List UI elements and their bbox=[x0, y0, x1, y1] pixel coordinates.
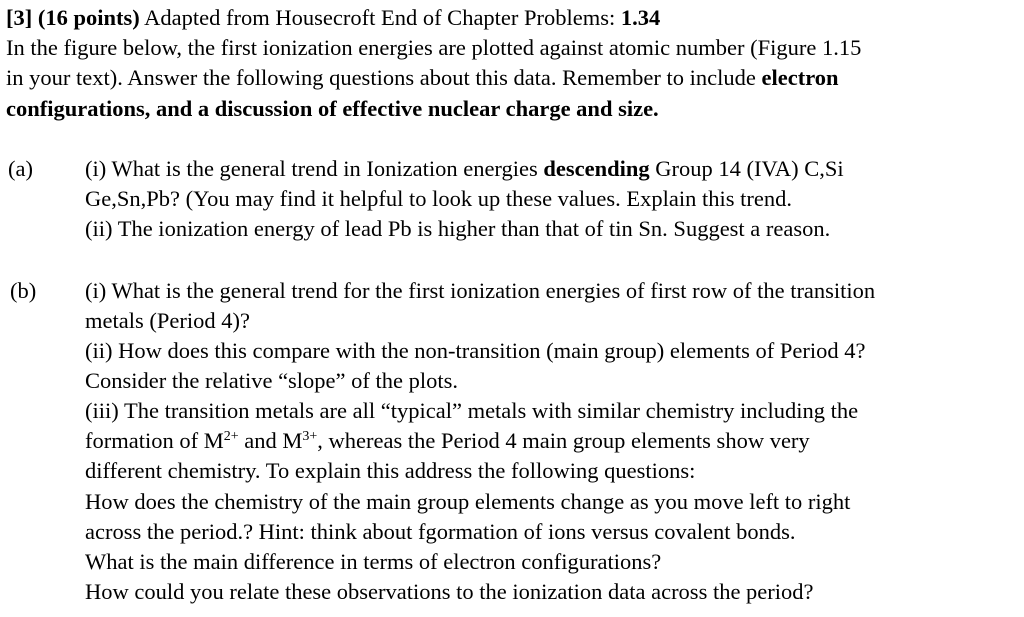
part-b-line-5: (iii) The transition metals are all “typical” metals with similar chemistry including the bbox=[85, 398, 859, 423]
question-source: Adapted from Housecroft End of Chapter Problems: bbox=[139, 5, 621, 30]
part-b-line-8: How does the chemistry of the main group elements change as you move left to right bbox=[85, 489, 851, 514]
part-b-line-1: (i) What is the general trend for the first ionization energies of first row of the transition bbox=[85, 278, 876, 303]
part-b-line-6-a: formation of M bbox=[85, 428, 224, 453]
part-a-label: (a) bbox=[8, 156, 33, 181]
part-b-line-7: different chemistry. To explain this address the following questions: bbox=[85, 458, 696, 483]
problem-number: 1.34 bbox=[620, 5, 661, 30]
charge-2plus: 2+ bbox=[223, 429, 239, 444]
part-b-line-4: Consider the relative “slope” of the plots. bbox=[85, 368, 459, 393]
part-a-line-1-post: Group 14 (IVA) C,Si bbox=[649, 156, 844, 181]
intro-line-2-text: in your text). Answer the following questions about this data. Remember to include bbox=[6, 65, 762, 90]
question-number: [3] bbox=[6, 5, 33, 30]
part-b-line-6-b: and M bbox=[238, 428, 303, 453]
intro-line-2-bold: electron bbox=[761, 65, 839, 90]
part-a-line-1-pre: (i) What is the general trend in Ionization energies bbox=[85, 156, 544, 181]
part-b-line-9: across the period.? Hint: think about fgormation of ions versus covalent bonds. bbox=[85, 519, 796, 544]
part-a-line-3: (ii) The ionization energy of lead Pb is higher than that of tin Sn. Suggest a reason. bbox=[85, 216, 831, 241]
part-b-line-11: How could you relate these observations to the ionization data across the period? bbox=[85, 579, 814, 604]
part-b-line-6-c: , whereas the Period 4 main group elements show very bbox=[317, 428, 810, 453]
part-b-line-10: What is the main difference in terms of electron configurations? bbox=[85, 549, 662, 574]
part-a-line-1-bold: descending bbox=[543, 156, 650, 181]
part-b-line-3: (ii) How does this compare with the non-transition (main group) elements of Period 4? bbox=[85, 338, 866, 363]
part-b-line-2: metals (Period 4)? bbox=[85, 308, 250, 333]
part-b-label: (b) bbox=[10, 278, 37, 303]
intro-line-2 bbox=[6, 63, 839, 93]
intro-line-1: In the figure below, the first ionization energies are plotted against atomic number (Figure 1.15 bbox=[6, 35, 862, 60]
intro-line-3: configurations, and a discussion of effective nuclear charge and size. bbox=[6, 96, 659, 121]
charge-3plus: 3+ bbox=[302, 429, 318, 444]
part-b-line-6 bbox=[85, 426, 810, 456]
question-header bbox=[6, 3, 660, 33]
part-a-line-2: Ge,Sn,Pb? (You may find it helpful to look up these values. Explain this trend. bbox=[85, 186, 793, 211]
question-points: (16 points) bbox=[37, 5, 140, 30]
part-a-line-1 bbox=[85, 154, 844, 184]
